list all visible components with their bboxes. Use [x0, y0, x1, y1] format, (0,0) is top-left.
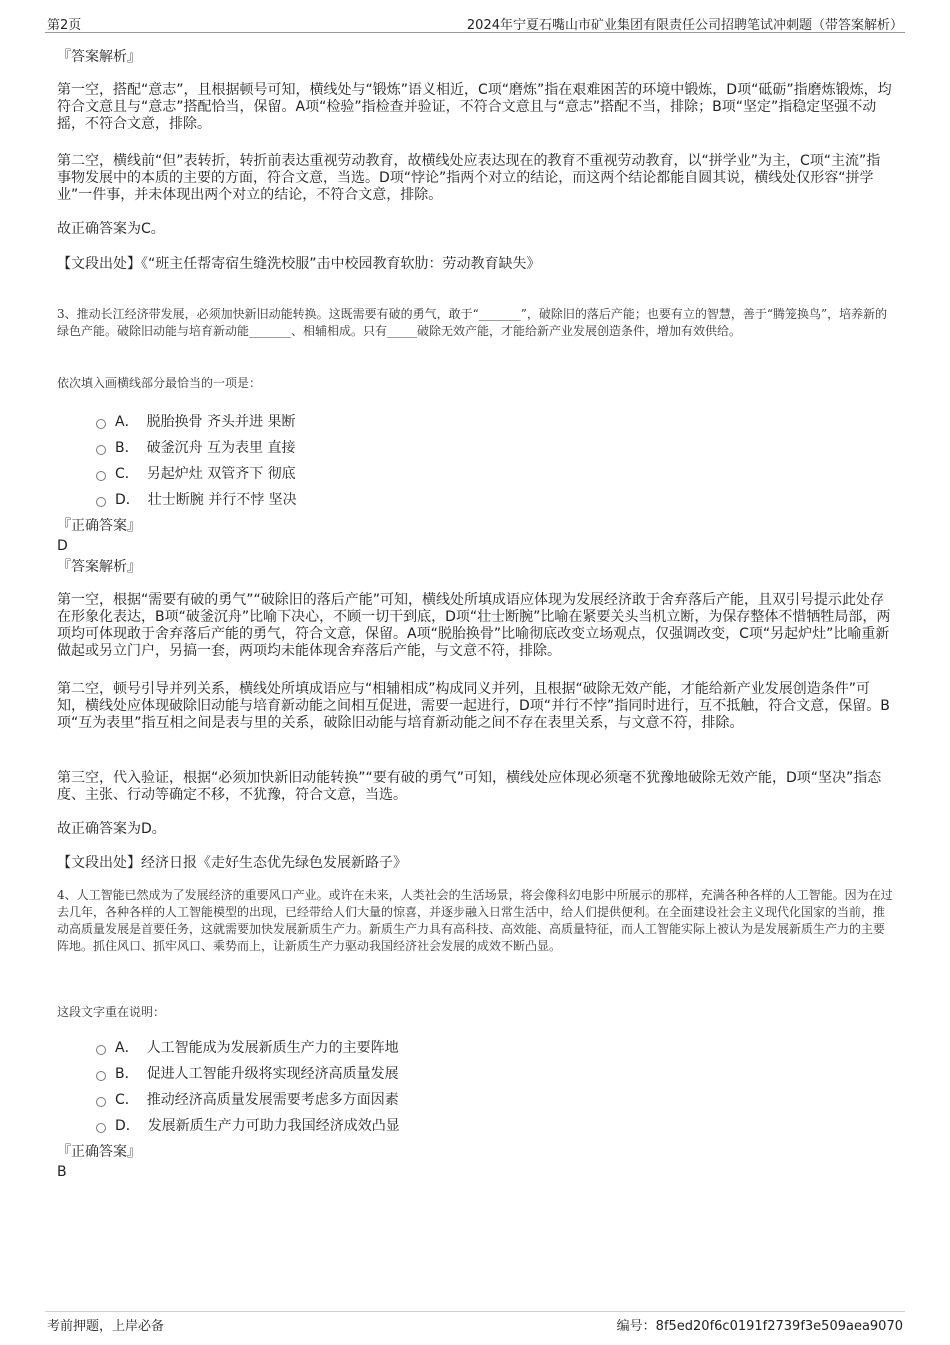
- option-text: 壮士断腕 并行不悖 坚决: [147, 492, 297, 508]
- q4-option-a[interactable]: [96, 1038, 399, 1058]
- radio-icon[interactable]: [96, 497, 106, 507]
- q4-answer-label: 『正确答案』: [57, 1144, 141, 1160]
- page-number: 第2页: [47, 18, 82, 33]
- q3-analysis-paragraph-1: 第一空，根据“需要有破的勇气”“破除旧的落后产能”可知，横线处所填成语应体现为发展经济敢于舍弃落后产能，且双引号提示此处存在形象化表达，B项“破釜沉舟”比喻下决心，不顾一切干到底，D项“壮士断腕”比喻在紧要关头当机立断，为保存整体不惜牺牲局部，两项均可体现敢于舍弃落后产能的勇气，符合文意，保留。A项“脱胎换骨”比喻彻底改变立场观点，仅强调改变，C项“另起炉灶”比喻重新做起或另立门户，另搞一套，两项均未能体现舍弃落后产能，与文意不符，排除。: [57, 592, 891, 659]
- q3-option-d[interactable]: [96, 490, 297, 510]
- q2-analysis-paragraph-1: 第一空，搭配“意志”，且根据顿号可知，横线处与“锻炼”语义相近，C项“磨炼”指在艰难困苦的环境中锻炼，D项“砥砺”指磨炼锻炼，均符合文意且与“意志”搭配恰当，保留。A项“检验”指检查并验证，不符合文意且与“意志”搭配不当，排除；B项“坚定”指稳定坚强不动摇，不符合文意，排除。: [57, 82, 892, 132]
- option-text: 另起炉灶 双管齐下 彻底: [146, 466, 296, 482]
- radio-icon[interactable]: [96, 1123, 106, 1133]
- option-letter: D．: [115, 1118, 140, 1134]
- radio-icon[interactable]: [96, 1045, 106, 1055]
- option-text: 破釜沉舟 互为表里 直接: [146, 440, 296, 456]
- option-letter: A．: [115, 1040, 139, 1056]
- q2-source: 【文段出处】《“班主任帮寄宿生缝洗校服”击中校园教育软肋：劳动教育缺失》: [57, 256, 541, 272]
- document-title: 2024年宁夏石嘴山市矿业集团有限责任公司招聘笔试冲刺题（带答案解析）: [466, 18, 903, 33]
- option-letter: B．: [115, 440, 139, 456]
- q4-answer: B: [57, 1164, 67, 1180]
- q2-analysis-label: 『答案解析』: [57, 49, 141, 65]
- option-text: 推动经济高质量发展需要考虑多方面因素: [146, 1092, 399, 1108]
- document-id: 编号：8f5ed20f6c0191f2739f3e509aea9070: [616, 1319, 903, 1334]
- radio-icon[interactable]: [96, 445, 106, 455]
- option-letter: A．: [115, 414, 139, 430]
- q4-option-c[interactable]: [96, 1090, 399, 1110]
- q3-option-a[interactable]: [96, 412, 295, 432]
- q3-prompt: 依次填入画横线部分最恰当的一项是：: [57, 376, 262, 390]
- q3-option-b[interactable]: [96, 438, 296, 458]
- q3-analysis-paragraph-2: 第二空，顿号引导并列关系，横线处所填成语应与“相辅相成”构成同义并列，且根据“破除无效产能，才能给新产业发展创造条件”可知，横线处应体现破除旧动能与培育新动能之间相互促进，需要一起进行，D项“并行不悖”指同时进行，互不抵触，符合文意，保留。B项“互为表里”指互相之间是表与里的关系，破除旧动能与培育新动能之间不存在表里关系，与文意不符，排除。: [57, 681, 890, 731]
- q3-source: 【文段出处】经济日报《走好生态优先绿色发展新路子》: [57, 855, 407, 871]
- footer-slogan: 考前押题，上岸必备: [47, 1319, 165, 1334]
- q3-stem: 3、推动长江经济带发展，必须加快新旧动能转换。这既需要有破的勇气，敢于“_______”，破除旧的落后产能；也要有立的智慧，善于“腾笼换鸟”，培养新的绿色产能。破除旧动能与培育新动能_______、相辅相成。只有_____破除无效产能，才能给新产业发展创造条件，增加有效供给。: [57, 307, 888, 338]
- radio-icon[interactable]: [96, 1097, 106, 1107]
- q4-option-d[interactable]: [96, 1116, 400, 1136]
- option-text: 脱胎换骨 齐头并进 果断: [146, 414, 296, 430]
- q4-stem: 4、人工智能已然成为了发展经济的重要风口产业。或许在未来，人类社会的生活场景，将会像科幻电影中所展示的那样，充满各种各样的人工智能。因为在过去几年，各种各样的人工智能模型的出现，已经带给人们大量的惊喜，并逐步融入日常生活中，给人们提供便利。在全面建设社会主义现代化国家的当前，推动高质量发展是首要任务，这就需要加快发展新质生产力。新质生产力具有高科技、高效能、高质量特征，而人工智能实际上被认为是发展新质生产力的主要阵地。抓住风口、抓牢风口、乘势而上，让新质生产力驱动我国经济社会发展的成效不断凸显。: [57, 888, 893, 953]
- q4-prompt: 这段文字重在说明：: [57, 1005, 166, 1019]
- q3-analysis-paragraph-3: 第三空，代入验证，根据“必须加快新旧动能转换”“要有破的勇气”可知，横线处应体现必须毫不犹豫地破除无效产能，D项“坚决”指态度、主张、行动等确定不移，不犹豫，符合文意，当选。: [57, 770, 882, 803]
- page-header: [45, 12, 905, 33]
- q3-answer-label: 『正确答案』: [57, 518, 141, 534]
- q2-conclusion: 故正确答案为C。: [57, 221, 165, 237]
- q3-answer: D: [57, 538, 68, 554]
- q3-conclusion: 故正确答案为D。: [57, 821, 166, 837]
- option-letter: B．: [115, 1066, 139, 1082]
- radio-icon[interactable]: [96, 419, 106, 429]
- q3-analysis-label: 『答案解析』: [57, 559, 141, 575]
- option-text: 人工智能成为发展新质生产力的主要阵地: [146, 1040, 399, 1056]
- option-letter: D．: [115, 492, 140, 508]
- option-text: 发展新质生产力可助力我国经济成效凸显: [147, 1118, 400, 1134]
- page-footer: [45, 1311, 905, 1334]
- option-letter: C．: [115, 1092, 139, 1108]
- radio-icon[interactable]: [96, 471, 106, 481]
- q2-analysis-paragraph-2: 第二空，横线前“但”表转折，转折前表达重视劳动教育，故横线处应表达现在的教育不重视劳动教育，以“拼学业”为主，C项“主流”指事物发展中的本质的主要的方面，符合文意，当选。D项“悖论”指两个对立的结论，而这两个结论都能自圆其说，横线处仅形容“拼学业”一件事，并未体现出两个对立的结论，不符合文意，排除。: [57, 153, 881, 203]
- option-text: 促进人工智能升级将实现经济高质量发展: [146, 1066, 399, 1082]
- radio-icon[interactable]: [96, 1071, 106, 1081]
- q4-option-b[interactable]: [96, 1064, 399, 1084]
- q3-option-c[interactable]: [96, 464, 296, 484]
- option-letter: C．: [115, 466, 139, 482]
